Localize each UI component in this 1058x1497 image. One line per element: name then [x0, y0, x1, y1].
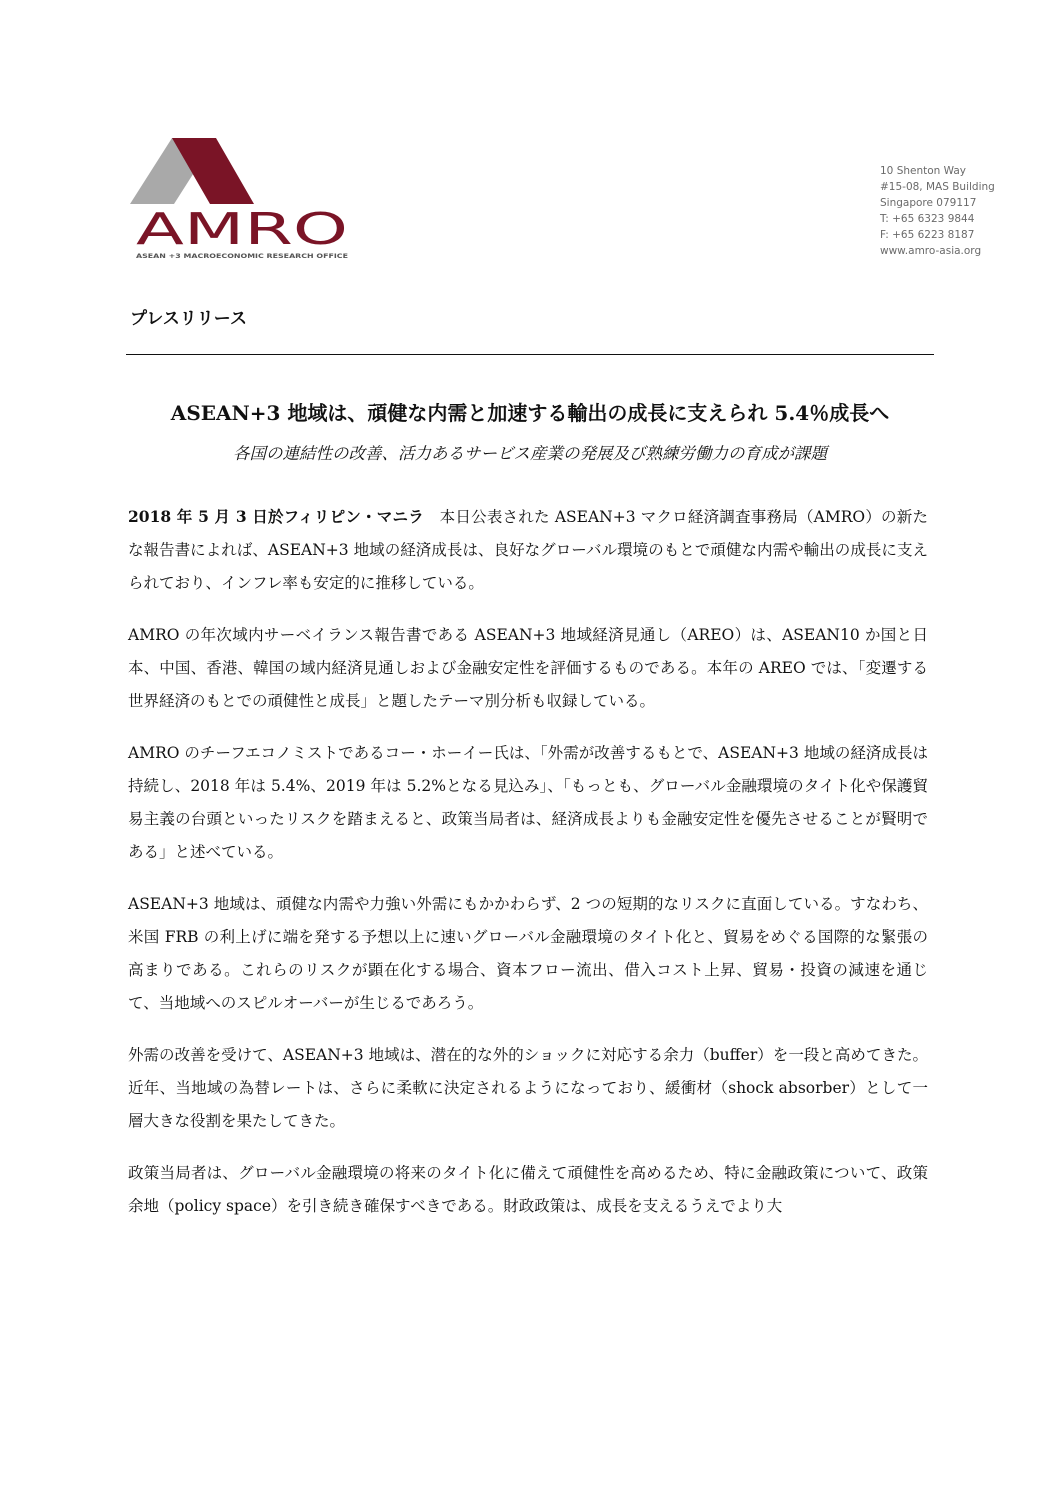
amro-logo — [130, 134, 360, 264]
phone-number: T: +65 6323 9844 — [880, 213, 975, 225]
paragraph: AMRO の年次域内サーベイランス報告書である ASEAN+3 地域経済見通し（AREO）は、ASEAN10 か国と日本、中国、香港、韓国の域内経済見通しおよび金融安定性を評価するものである。本年の AREO では、「変遷する世界経済のもとでの頑健性と成長」と題したテーマ別分析も収録している。 — [128, 626, 928, 710]
paragraph: 外需の改善を受けて、ASEAN+3 地域は、潜在的な外的ショックに対応する余力（buffer）を一段と高めてきた。近年、当地域の為替レートは、さらに柔軟に決定されるようになっており、緩衝材（shock absorber）として一層大きな役割を果たしてきた。 — [128, 1046, 928, 1130]
address-line: #15-08, MAS Building — [880, 181, 995, 193]
paragraph: AMRO のチーフエコノミストであるコー・ホーイー氏は、「外需が改善するもとで、ASEAN+3 地域の経済成長は持続し、2018 年は 5.4%、2019 年は 5.2%となる見込み」、「もっとも、グローバル金融環境のタイト化や保護貿易主義の台頭といったリスクを踏まえると、政策当局者は、経済成長よりも金融安定性を優先させることが賢明である」と述べている。 — [128, 744, 928, 861]
article-body — [128, 500, 928, 1242]
office-address — [880, 163, 995, 259]
dateline: 2018 年 5 月 3 日於フィリピン・マニラ — [128, 507, 424, 526]
fax-number: F: +65 6223 8187 — [880, 229, 975, 241]
paragraph: 政策当局者は、グローバル金融環境の将来のタイト化に備えて頑健性を高めるため、特に金融政策について、政策余地（policy space）を引き続き確保すべきである。財政政策は、成長を支えるうえでより大 — [128, 1164, 928, 1215]
paragraph-text: 本日公表された ASEAN+3 マクロ経済調査事務局（AMRO）の新たな報告書によれば、ASEAN+3 地域の経済成長は、良好なグローバル環境のもとで頑健な内需や輸出の成長に支えられており、インフレ率も安定的に推移している。 — [128, 508, 928, 592]
address-line: Singapore 079117 — [880, 197, 977, 209]
subheadline: 各国の連結性の改善、活力あるサービス産業の発展及び熟練労働力の育成が課題 — [233, 444, 827, 463]
paragraph — [128, 500, 928, 600]
logo-tagline: ASEAN +3 MACROECONOMIC RESEARCH OFFICE — [136, 252, 348, 260]
paragraph: ASEAN+3 地域は、頑健な内需や力強い外需にもかかわらず、2 つの短期的なリスクに直面している。すなわち、米国 FRB の利上げに端を発する予想以上に速いグローバル金融環境のタイト化と、貿易をめぐる国際的な緊張の高まりである。これらのリスクが顕在化する場合、資本フロー流出、借入コスト上昇、貿易・投資の減速を通じて、当地域へのスピルオーバーが生じるであろう。 — [128, 895, 928, 1012]
website-url: www.amro-asia.org — [880, 245, 982, 257]
address-line: 10 Shenton Way — [880, 165, 967, 177]
headline: ASEAN+3 地域は、頑健な内需と加速する輸出の成長に支えられ 5.4％成長へ — [170, 401, 890, 425]
press-release-label: プレスリリース — [130, 309, 247, 329]
logo-wordmark: AMRO — [136, 204, 348, 255]
divider — [126, 354, 934, 355]
